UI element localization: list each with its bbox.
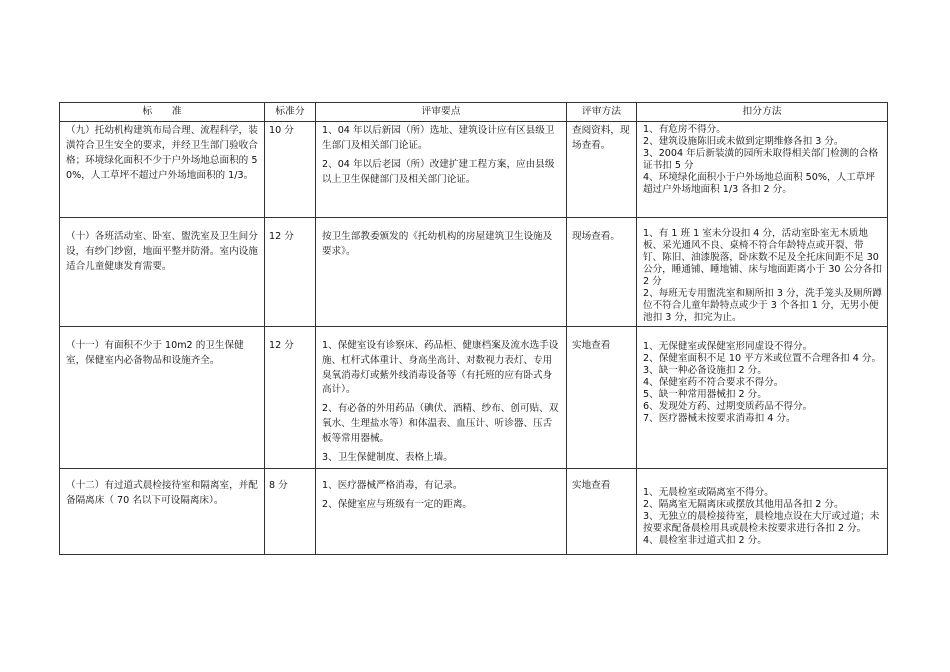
point-item: 1、保健室设有诊察床、药品柜、健康档案及流水选手设施、杠杆式体重计、身高坐高计、对数视力表灯、专用臭氧消毒灯或紫外线消毒设备等（有托班的应有卧式身高计）。 [322, 339, 559, 396]
deduction-cell [637, 468, 888, 554]
score-cell: 10 分 [265, 122, 316, 218]
point-item: 2、有必备的外用药品（碘伏、酒精、纱布、创可贴、双氧水、生理盐水等）和体温表、血压计、听诊器、压舌板等常用器械。 [322, 403, 559, 445]
score-cell: 12 分 [265, 326, 316, 468]
points-cell [316, 468, 567, 554]
header-standard: 标 准 [60, 103, 265, 122]
header-points: 评审要点 [316, 103, 567, 122]
deduction-cell [637, 326, 888, 468]
deduction-item: 2、保健室面积不足 10 平方米或位置不合理各扣 4 分。 [643, 352, 882, 364]
point-item: 2、保健室应与班级有一定的距离。 [322, 498, 473, 510]
deduction-item: 3、无独立的晨检接待室，晨检地点设在大厅或过道；未按要求配备晨检用具或晨检未按要求进行各扣 2 分。 [643, 510, 880, 534]
deduction-item: 3、缺一种必备设施扣 2 分。 [643, 364, 767, 376]
standard-cell: （十）各班活动室、卧室、盥洗室及卫生间分设，有纱门纱窗，地面平整并防滑。室内设施适合儿童健康发育需要。 [60, 218, 265, 327]
header-deduction: 扣分方法 [637, 103, 888, 122]
table-row [60, 468, 888, 554]
score-cell: 8 分 [265, 468, 316, 554]
deduction-item: 1、有危房不得分。 [643, 124, 726, 135]
points-cell [316, 326, 567, 468]
table-row [60, 218, 888, 327]
deduction-item: 4、保健室药不符合要求不得分。 [643, 376, 784, 388]
header-score: 标准分 [265, 103, 316, 122]
deduction-item: 7、医疗器械未按要求消毒扣 4 分。 [643, 412, 796, 424]
header-method: 评审方法 [567, 103, 637, 122]
standard-cell: （九）托幼机构建筑布局合理、流程科学，装潢符合卫生安全的要求，并经卫生部门验收合格；环境绿化面积不少于户外场地总面积的 50%，人工草坪不超过户外场地面积的 1/3。 [60, 122, 265, 218]
deduction-item: 2、隔离室无隔离床或摆放其他用品各扣 2 分。 [643, 498, 844, 510]
deduction-item: 4、环境绿化面积小于户外场地总面积 50%，人工草坪超过户外场地面积 1/3 各扣 2 分。 [643, 171, 875, 195]
point-item: 1、04 年以后新园（所）选址、建筑设计应有区县级卫生部门及相关部门论证。 [322, 125, 555, 151]
point-item: 3、卫生保健制度、表格上墙。 [322, 451, 453, 463]
standard-cell: （十一）有面积不少于 10m2 的卫生保健室，保健室内必备物品和设施齐全。 [60, 326, 265, 468]
method-cell: 查阅资料，现场查看。 [567, 122, 637, 218]
standard-cell: （十二）有过道式晨检接待室和隔离室，并配备隔离床（ 70 名以下可设隔离床）。 [60, 468, 265, 554]
table-row [60, 122, 888, 218]
deduction-item: 4、晨检室非过道式扣 2 分。 [643, 534, 767, 546]
deduction-item: 1、有 1 班 1 室未分设扣 4 分，活动室卧室无木质地板、采光通风不良、桌椅不符合年龄特点或开裂、带钉、陈旧、油漆脱落，卧床数不足及全托床间距不足 30 公分，睡通铺、睡地铺、床与地面距离小于 30 公分各扣 2 分 [643, 228, 882, 287]
deduction-item: 1、无晨检室或隔离室不得分。 [643, 486, 774, 498]
deduction-cell [637, 218, 888, 327]
table-row [60, 326, 888, 468]
score-cell: 12 分 [265, 218, 316, 327]
deduction-item: 1、无保健室或保健室形同虚设不得分。 [643, 340, 813, 352]
point-item: 按卫生部教委颁发的《托幼机构的房屋建筑卫生设施及要求》。 [322, 231, 553, 257]
method-cell: 实地查看 [567, 326, 637, 468]
deduction-item: 5、缺一种常用器械扣 2 分。 [643, 388, 767, 400]
points-cell [316, 218, 567, 327]
deduction-cell [637, 122, 888, 218]
method-cell: 现场查看。 [567, 218, 637, 327]
table-header-row [60, 103, 888, 122]
evaluation-table [59, 102, 888, 555]
deduction-item: 3、2004 年后新装潢的园所未取得相关部门检测的合格证书扣 5 分 [643, 147, 879, 171]
evaluation-sheet [59, 102, 887, 555]
deduction-item: 2、每班无专用盥洗室和厕所扣 3 分，洗手笼头及厕所蹲位不符合儿童年龄特点或少于 3 个各扣 1 分，无男小便池扣 3 分，扣完为止。 [643, 287, 882, 323]
method-cell: 实地查看 [567, 468, 637, 554]
points-cell [316, 122, 567, 218]
point-item: 2、04 年以后老园（所）改建扩建工程方案，应由县级以上卫生保健部门及相关部门论证。 [322, 158, 555, 185]
point-item: 1、医疗器械严格消毒，有记录。 [322, 479, 463, 491]
deduction-item: 2、建筑设施陈旧或未做到定期维修各扣 3 分。 [643, 135, 844, 147]
deduction-item: 6、发现处方药、过期变质药品不得分。 [643, 400, 813, 412]
